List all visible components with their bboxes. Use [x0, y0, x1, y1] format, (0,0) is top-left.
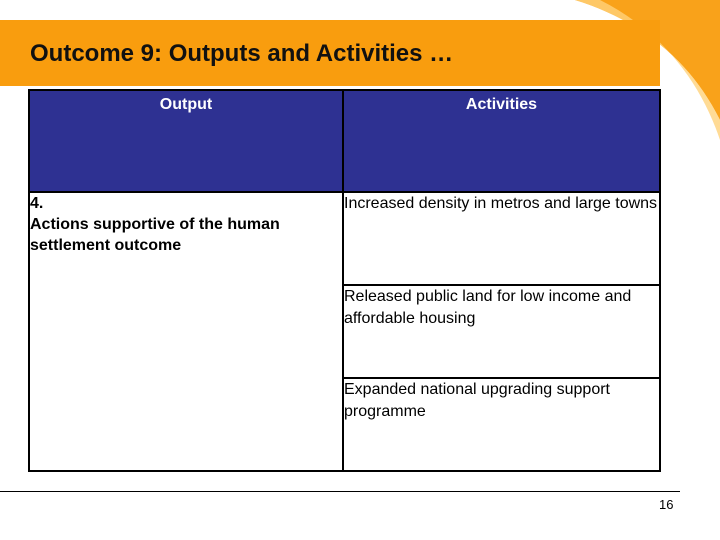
- header-activities: Activities: [343, 90, 660, 192]
- outputs-activities-table: [28, 89, 661, 472]
- footer-divider: [0, 491, 680, 492]
- activity-cell: Increased density in metros and large towns: [343, 192, 660, 285]
- table-row: [29, 192, 660, 285]
- slide-title: Outcome 9: Outputs and Activities …: [30, 40, 454, 67]
- header-output: Output: [29, 90, 343, 192]
- activity-cell: Released public land for low income and affordable housing: [343, 285, 660, 378]
- table-header-row: [29, 90, 660, 192]
- output-cell: [29, 192, 343, 471]
- output-number: 4.: [30, 195, 44, 212]
- page-number: 16: [659, 497, 674, 512]
- activity-cell: Expanded national upgrading support programme: [343, 378, 660, 471]
- output-text: Actions supportive of the human settlement outcome: [30, 216, 280, 254]
